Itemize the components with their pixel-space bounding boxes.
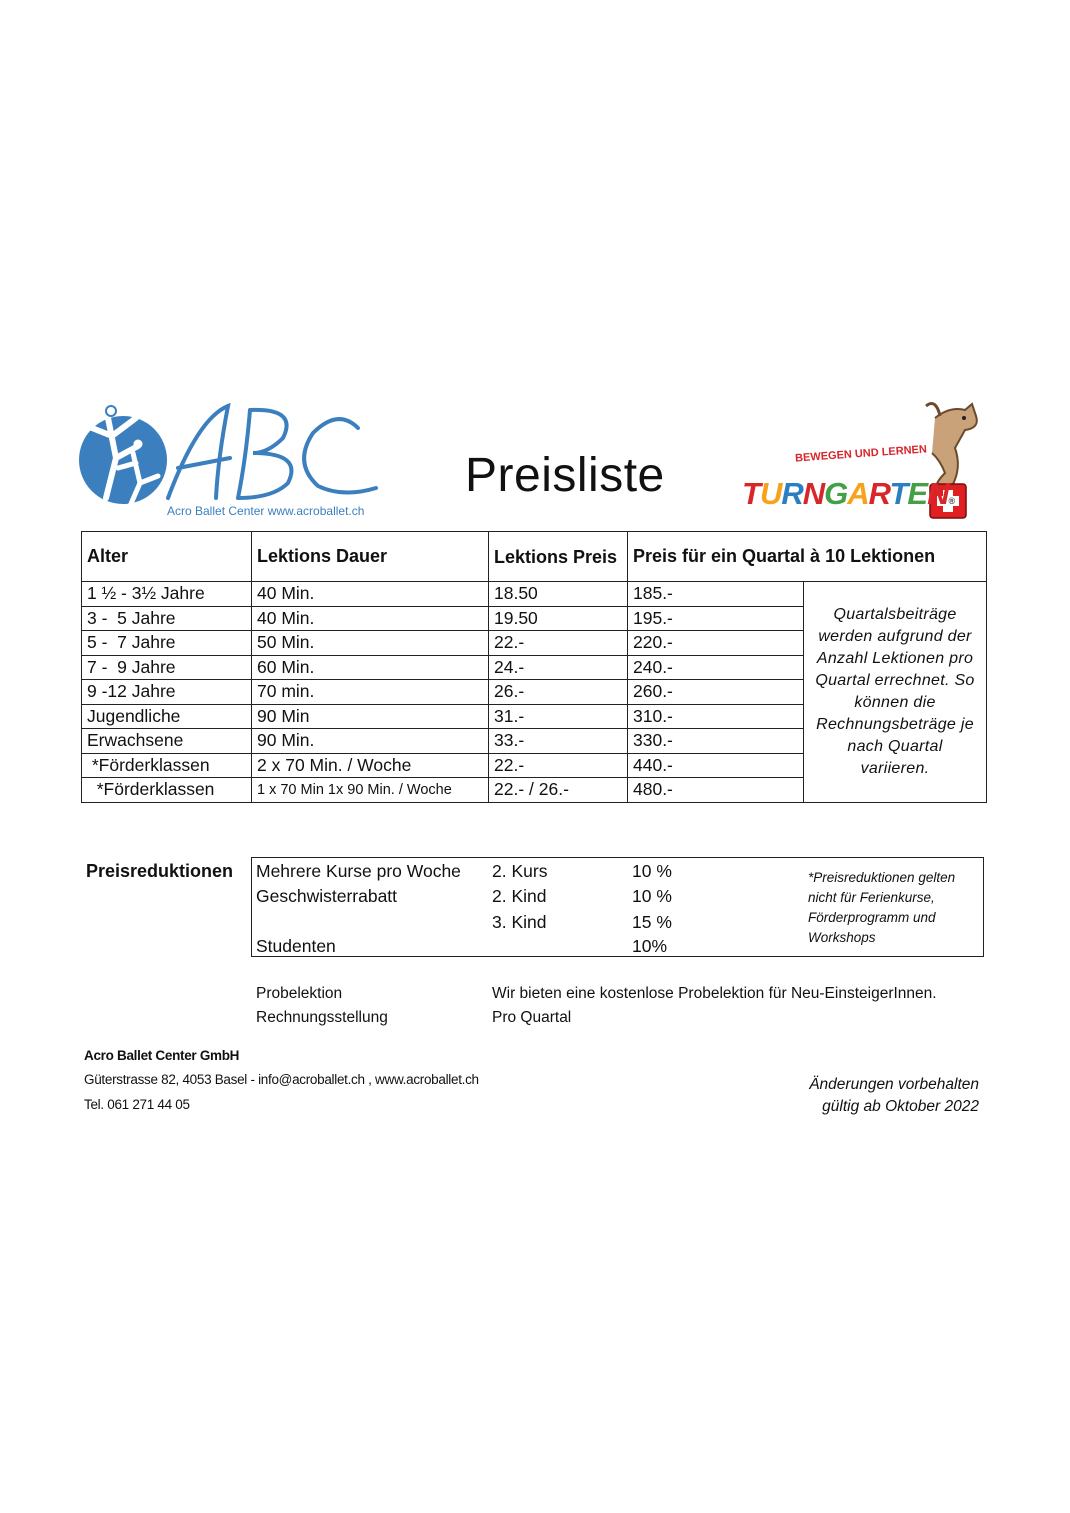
turngarten-logo <box>740 398 990 526</box>
company-phone: Tel. 061 271 44 05 <box>84 1097 190 1112</box>
header-preis: Lektions Preis <box>489 532 628 582</box>
abc-logo-graphic <box>78 398 383 508</box>
cell-preis: 24.- <box>489 655 628 680</box>
cell-dauer: 1 x 70 Min 1x 90 Min. / Woche <box>252 778 489 803</box>
cell-dauer: 2 x 70 Min. / Woche <box>252 753 489 778</box>
reductions-note: *Preisreduktionen gelten nicht für Ferienkurse, Förderprogramm und Workshops <box>808 870 956 945</box>
abc-logo <box>78 398 383 526</box>
cell-alter: 5 - 7 Jahre <box>82 631 252 656</box>
rechnung-label: Rechnungsstellung <box>256 1009 388 1026</box>
header-quartal: Preis für ein Quartal à 10 Lektionen <box>628 532 987 582</box>
turngarten-letter: E <box>907 476 928 511</box>
cell-dauer: 40 Min. <box>252 606 489 631</box>
turngarten-letter: G <box>824 476 848 511</box>
reduction-value: 15 % <box>632 912 672 932</box>
probelektion-text: Wir bieten eine kostenlose Probelektion für Neu-EinsteigerInnen. <box>492 985 937 1002</box>
reduction-value: 10 % <box>632 861 672 881</box>
reduction-item: 3. Kind <box>492 912 547 932</box>
cell-dauer: 40 Min. <box>252 582 489 607</box>
price-table <box>81 531 987 803</box>
turngarten-letter: T <box>742 476 760 511</box>
cell-dauer: 90 Min. <box>252 729 489 754</box>
table-header-row <box>82 532 987 582</box>
reduction-name: Geschwisterrabatt <box>256 886 398 906</box>
cell-alter: *Förderklassen <box>82 778 252 803</box>
cell-preis: 31.- <box>489 704 628 729</box>
cell-preis: 22.- <box>489 631 628 656</box>
reduction-name: Mehrere Kurse pro Woche <box>256 861 461 881</box>
rechnung-text: Pro Quartal <box>492 1009 572 1026</box>
reduction-value: 10 % <box>632 886 672 906</box>
cell-preis: 22.- / 26.- <box>489 778 628 803</box>
cell-alter: Jugendliche <box>82 704 252 729</box>
reductions-box <box>251 857 984 957</box>
turngarten-letter: U <box>759 476 782 511</box>
cell-quartal: 330.- <box>628 729 804 754</box>
abc-logo-caption: Acro Ballet Center www.acroballet.ch <box>167 504 365 518</box>
turngarten-letter: R <box>781 476 803 511</box>
turngarten-letter: N <box>802 476 825 511</box>
turngarten-wordmark: TURNGARTEN® <box>742 476 955 511</box>
turngarten-letter: R <box>868 476 890 511</box>
cell-quartal: 480.- <box>628 778 804 803</box>
quartal-note: Quartalsbeiträge werden aufgrund der Anzahl Lektionen pro Quartal errechnet. So können die Rechnungsbeträge je nach Quartal variieren. <box>804 582 987 803</box>
cell-quartal: 185.- <box>628 582 804 607</box>
cell-quartal: 195.- <box>628 606 804 631</box>
reduction-name: Studenten <box>256 936 336 956</box>
cell-quartal: 310.- <box>628 704 804 729</box>
turngarten-letter: T <box>889 476 908 511</box>
cell-quartal: 260.- <box>628 680 804 705</box>
turngarten-letter: A <box>847 476 869 511</box>
cell-dauer: 90 Min <box>252 704 489 729</box>
company-name: Acro Ballet Center GmbH <box>84 1048 240 1063</box>
valid-note: gültig ab Oktober 2022 <box>822 1098 979 1115</box>
turngarten-tagline: BEWEGEN UND LERNEN <box>794 443 928 465</box>
cell-quartal: 220.- <box>628 631 804 656</box>
cell-quartal: 240.- <box>628 655 804 680</box>
header-alter: Alter <box>82 532 252 582</box>
reduction-item: 2. Kurs <box>492 861 548 881</box>
cell-alter: 9 -12 Jahre <box>82 680 252 705</box>
cell-alter: 3 - 5 Jahre <box>82 606 252 631</box>
changes-note: Änderungen vorbehalten <box>809 1076 979 1093</box>
cell-alter: 7 - 9 Jahre <box>82 655 252 680</box>
table-row <box>82 582 987 607</box>
turngarten-letter: N <box>927 476 949 511</box>
cell-alter: *Förderklassen <box>82 753 252 778</box>
probelektion-label: Probelektion <box>256 985 343 1002</box>
company-address: Güterstrasse 82, 4053 Basel - info@acroballet.ch , www.acroballet.ch <box>84 1072 479 1087</box>
header-dauer: Lektions Dauer <box>252 532 489 582</box>
cell-alter: 1 ½ - 3½ Jahre <box>82 582 252 607</box>
cell-dauer: 60 Min. <box>252 655 489 680</box>
page-title: Preisliste <box>465 449 665 502</box>
reduction-item: 2. Kind <box>492 886 547 906</box>
cell-quartal: 440.- <box>628 753 804 778</box>
reduction-value: 10% <box>632 936 668 956</box>
cell-preis: 26.- <box>489 680 628 705</box>
cell-preis: 19.50 <box>489 606 628 631</box>
cell-preis: 22.- <box>489 753 628 778</box>
cell-preis: 18.50 <box>489 582 628 607</box>
cell-dauer: 50 Min. <box>252 631 489 656</box>
cell-alter: Erwachsene <box>82 729 252 754</box>
reductions-label: Preisreduktionen <box>86 861 234 881</box>
cell-preis: 33.- <box>489 729 628 754</box>
cell-dauer: 70 min. <box>252 680 489 705</box>
